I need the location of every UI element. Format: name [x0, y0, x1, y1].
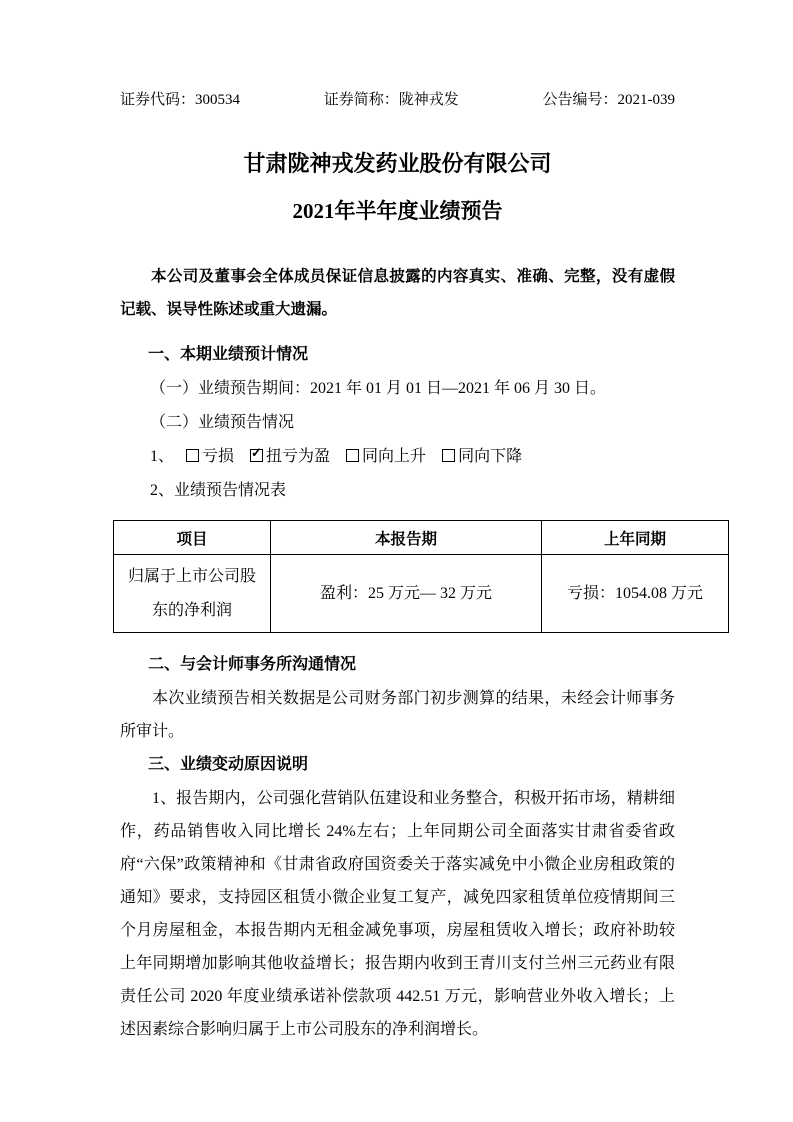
stock-name-value: 陇神戎发: [398, 92, 459, 108]
option-same-direction-up: [346, 448, 426, 465]
checkbox-unchecked-icon: [186, 449, 199, 462]
report-subtitle: 2021年半年度业绩预告: [292, 199, 503, 223]
section2-heading: 二、与会计师事务所沟通情况: [148, 656, 357, 673]
stock-code: [120, 90, 240, 110]
announcement-number-label: 公告编号：: [542, 92, 618, 108]
option-turnaround: [250, 448, 330, 465]
disclaimer-statement: 本公司及董事会全体成员保证信息披露的内容真实、准确、完整，没有虚假记载、误导性陈述或重大遗漏。: [120, 268, 675, 318]
document-header: [120, 90, 675, 110]
cell-prior-period-value: 亏损：1054.08 万元: [542, 555, 729, 633]
cell-current-period-value: 盈利：25 万元— 32 万元: [271, 555, 542, 633]
stock-code-value: 300534: [195, 92, 241, 108]
option-same-direction-up-label: 同向上升: [362, 448, 427, 465]
checkbox-unchecked-icon: [346, 449, 359, 462]
forecast-table-header-row: [114, 521, 729, 555]
forecast-situation-line: （二）业绩预告情况: [150, 414, 295, 431]
stock-name-label: 证券简称：: [323, 92, 399, 108]
stock-code-label: 证券代码：: [120, 92, 196, 108]
forecast-type-options: [120, 440, 675, 474]
option-loss-label: 亏损: [202, 448, 235, 465]
announcement-number-value: 2021-039: [617, 92, 675, 108]
announcement-number: [542, 90, 675, 110]
option-same-direction-down: [442, 448, 522, 465]
section3-heading: 三、业绩变动原因说明: [148, 756, 309, 773]
options-prefix: 1、: [150, 448, 175, 465]
checkbox-checked-icon: [250, 449, 263, 462]
forecast-table: [113, 520, 729, 633]
company-title: 甘肃陇神戎发药业股份有限公司: [243, 151, 552, 176]
col-header-item: 项目: [114, 521, 271, 555]
section3-body: 1、报告期内，公司强化营销队伍建设和业务整合，积极开拓市场，精耕细作，药品销售收入同比增长 24%左右；上年同期公司全面落实甘肃省委省政府“六保”政策精神和《甘肃省政府国资委关于落实减免中小微企业房租政策的通知》要求，支持园区租赁小微企业复工复产，减免四家租赁单位疫情期间三个月房屋租金，本报告期内无租金减免事项，房屋租赁收入增长；政府补助较上年同期增加影响其他收益增长；报告期内收到王青川支付兰州三元药业有限责任公司 2020 年度业绩承诺补偿款项 442.51 万元，影响营业外收入增长；上述因素综合影响归属于上市公司股东的净利润增长。: [120, 790, 675, 1038]
option-loss: [186, 448, 234, 465]
forecast-period-line: （一）业绩预告期间：2021 年 01 月 01 日—2021 年 06 月 30 日。: [150, 380, 607, 397]
checkbox-unchecked-icon: [442, 449, 455, 462]
col-header-prior-period: 上年同期: [542, 521, 729, 555]
cell-net-profit-item: 归属于上市公司股东的净利润: [114, 555, 271, 633]
section2-body: 本次业绩预告相关数据是公司财务部门初步测算的结果，未经会计师事务所审计。: [120, 690, 675, 740]
col-header-current-period: 本报告期: [271, 521, 542, 555]
option-turnaround-label: 扭亏为盈: [266, 448, 331, 465]
table-caption: 2、业绩预告情况表: [150, 482, 287, 499]
option-same-direction-down-label: 同向下降: [458, 448, 523, 465]
table-row: [114, 555, 729, 633]
stock-name: [324, 90, 459, 110]
section1-heading: 一、本期业绩预计情况: [148, 346, 309, 363]
